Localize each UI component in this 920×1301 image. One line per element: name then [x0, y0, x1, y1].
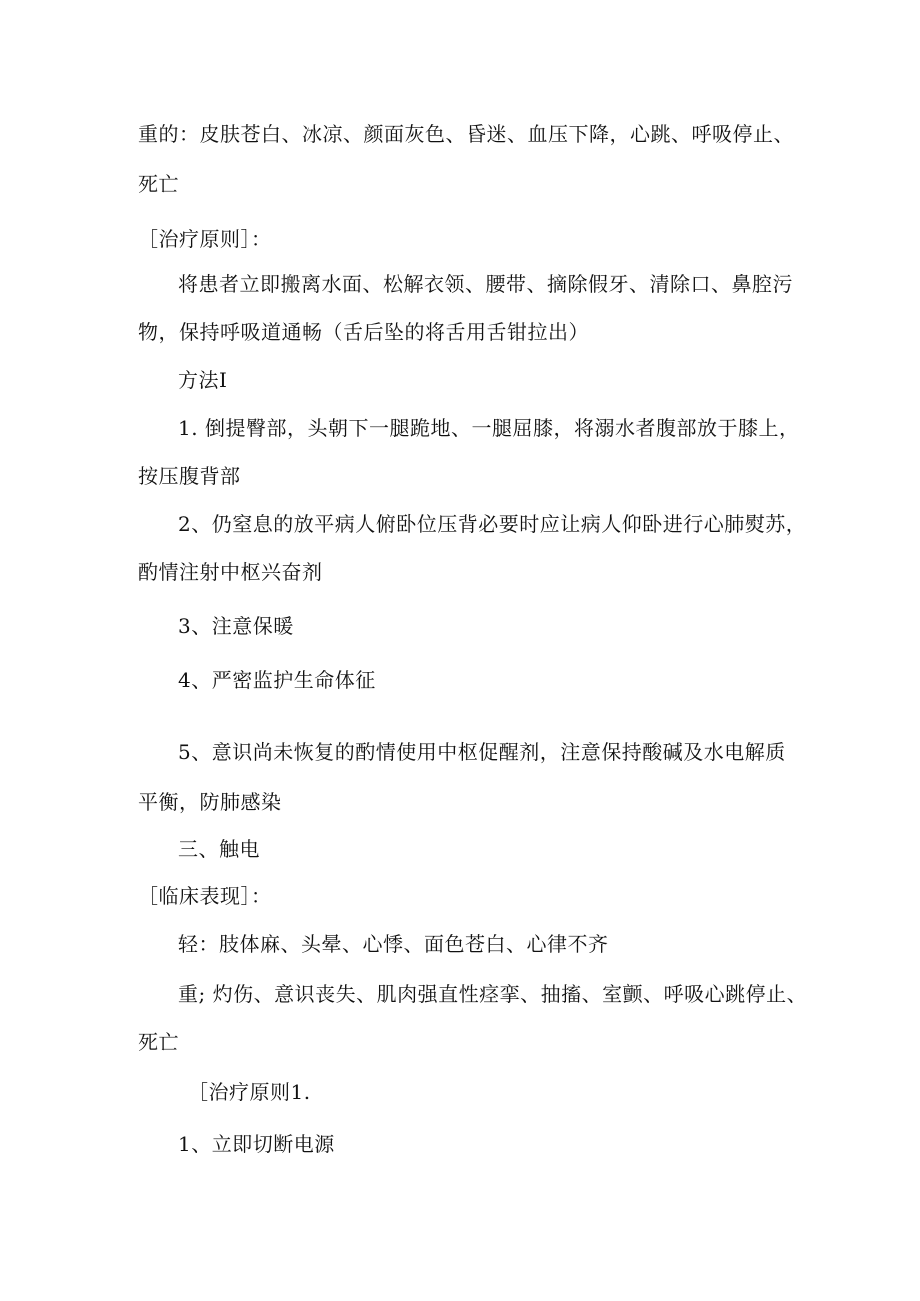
- text-line: 重; 灼伤、意识丧失、肌肉强直性痉挛、抽搐、室颤、呼吸心跳停止、: [178, 982, 808, 1006]
- list-item: 1、立即切断电源: [178, 1132, 335, 1156]
- list-item: 2、仍窒息的放平病人俯卧位压背必要时应让病人仰卧进行心肺熨苏，: [178, 512, 807, 536]
- section-heading: ［治疗原则］：: [138, 227, 272, 251]
- section-heading: ［治疗原则1.: [188, 1080, 311, 1104]
- text-line: 重的：皮肤苍白、冰凉、颜面灰色、昏迷、血压下降，心跳、呼吸停止、: [138, 122, 794, 146]
- list-item: 3、注意保暖: [178, 614, 294, 638]
- text-line: 平衡，防肺感染: [138, 790, 282, 814]
- list-item: 5、意识尚未恢复的酌情使用中枢促醒剂，注意保持酸碱及水电解质: [178, 740, 786, 764]
- text-line: 方法I: [178, 368, 228, 392]
- section-heading: ［临床表现］：: [138, 884, 272, 908]
- text-line: 死亡: [138, 1030, 179, 1054]
- text-line: 物，保持呼吸道通畅（舌后坠的将舌用舌钳拉出）: [138, 320, 589, 344]
- list-item: 4、严密监护生命体征: [178, 668, 376, 692]
- text-line: 轻：肢体麻、头晕、心悸、面色苍白、心律不齐: [178, 932, 609, 956]
- text-line: 死亡: [138, 172, 179, 196]
- list-item: 1. 倒提臀部，头朝下一腿跪地、一腿屈膝，将溺水者腹部放于膝上，: [178, 416, 800, 440]
- text-line: 按压腹背部: [138, 464, 241, 488]
- text-line: 将患者立即搬离水面、松解衣领、腰带、摘除假牙、清除口、鼻腔污: [178, 272, 793, 296]
- section-heading: 三、触电: [178, 837, 260, 861]
- text-line: 酌情注射中枢兴奋剂: [138, 560, 323, 584]
